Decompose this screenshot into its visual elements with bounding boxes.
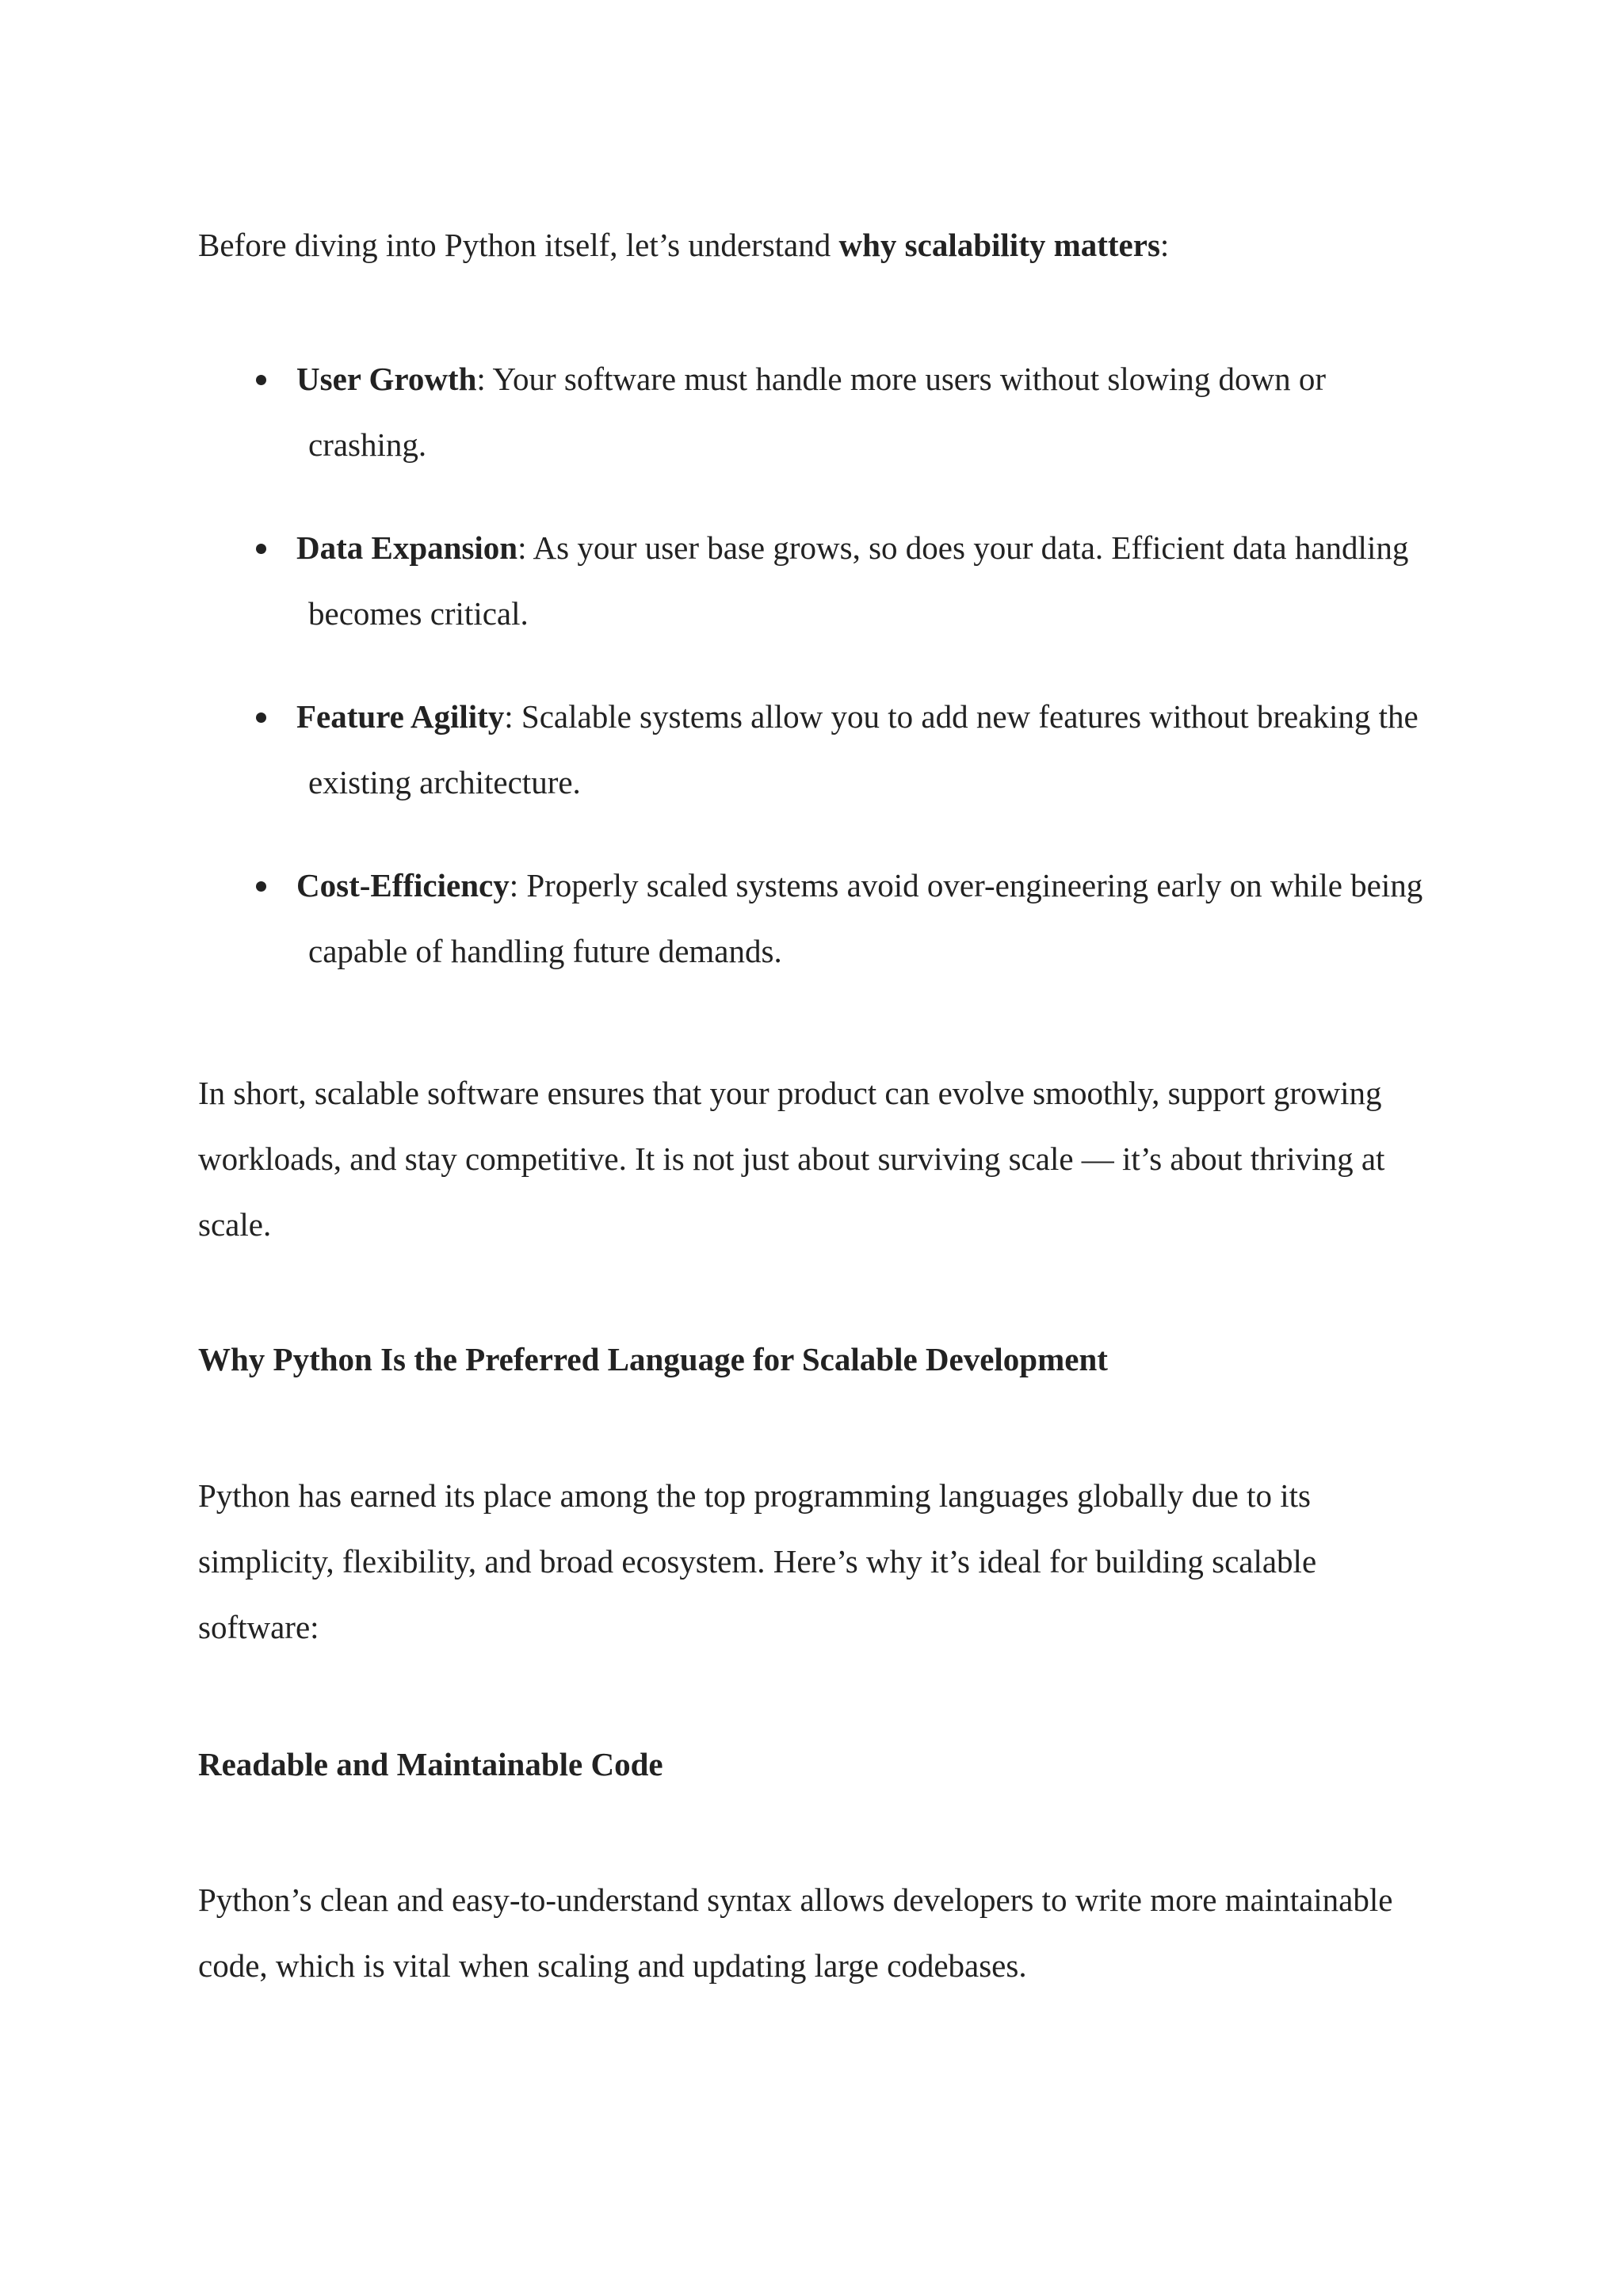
bullet-term: Feature Agility [296, 698, 505, 735]
bullet-cost-efficiency [198, 853, 1466, 984]
bullet-text: : As your user base grows, so does your data. Efficient data handling [517, 529, 1409, 566]
bullet-user-growth [198, 346, 1466, 478]
readable-line-2: code, which is vital when scaling and updating large codebases. [198, 1947, 1027, 1984]
summary-paragraph [198, 1060, 1450, 1258]
section-heading-readable-code: Readable and Maintainable Code [198, 1746, 663, 1782]
intro-bold-text: why scalability matters [838, 227, 1160, 263]
bullet-data-expansion [198, 515, 1466, 647]
python-line-2: simplicity, flexibility, and broad ecosystem. Here’s why it’s ideal for building scalable [198, 1543, 1317, 1580]
python-paragraph [198, 1463, 1450, 1660]
python-line-1: Python has earned its place among the top programming languages globally due to its [198, 1477, 1311, 1514]
bullet-dot-icon [256, 881, 266, 892]
summary-line-3: scale. [198, 1206, 272, 1243]
bullet-term: Cost-Efficiency [296, 867, 510, 904]
bullet-term: Data Expansion [296, 529, 518, 566]
intro-text: Before diving into Python itself, let’s understand [198, 227, 839, 263]
intro-colon: : [1159, 227, 1170, 263]
scalability-bullet-list [198, 346, 1466, 1022]
bullet-dot-icon [256, 712, 266, 723]
bullet-continuation: existing architecture. [308, 764, 581, 800]
readable-paragraph [198, 1867, 1450, 1999]
bullet-continuation: capable of handling future demands. [308, 933, 782, 969]
bullet-dot-icon [256, 375, 266, 385]
bullet-continuation: becomes critical. [308, 595, 529, 632]
bullet-feature-agility [198, 684, 1466, 816]
bullet-term: User Growth [296, 361, 477, 397]
python-line-3: software: [198, 1609, 319, 1645]
bullet-text: : Scalable systems allow you to add new features without breaking the [504, 698, 1419, 735]
readable-line-1: Python’s clean and easy-to-understand syntax allows developers to write more maintainable [198, 1881, 1393, 1918]
bullet-dot-icon [256, 544, 266, 554]
intro-paragraph [198, 212, 1450, 278]
summary-line-2: workloads, and stay competitive. It is not just about surviving scale — it’s about thriving at [198, 1140, 1385, 1177]
summary-line-1: In short, scalable software ensures that your product can evolve smoothly, support growing [198, 1075, 1382, 1111]
bullet-text: : Your software must handle more users without slowing down or [476, 361, 1326, 397]
bullet-text: : Properly scaled systems avoid over-engineering early on while being [509, 867, 1423, 904]
section-heading-why-python: Why Python Is the Preferred Language for Scalable Development [198, 1341, 1108, 1377]
bullet-continuation: crashing. [308, 426, 427, 463]
